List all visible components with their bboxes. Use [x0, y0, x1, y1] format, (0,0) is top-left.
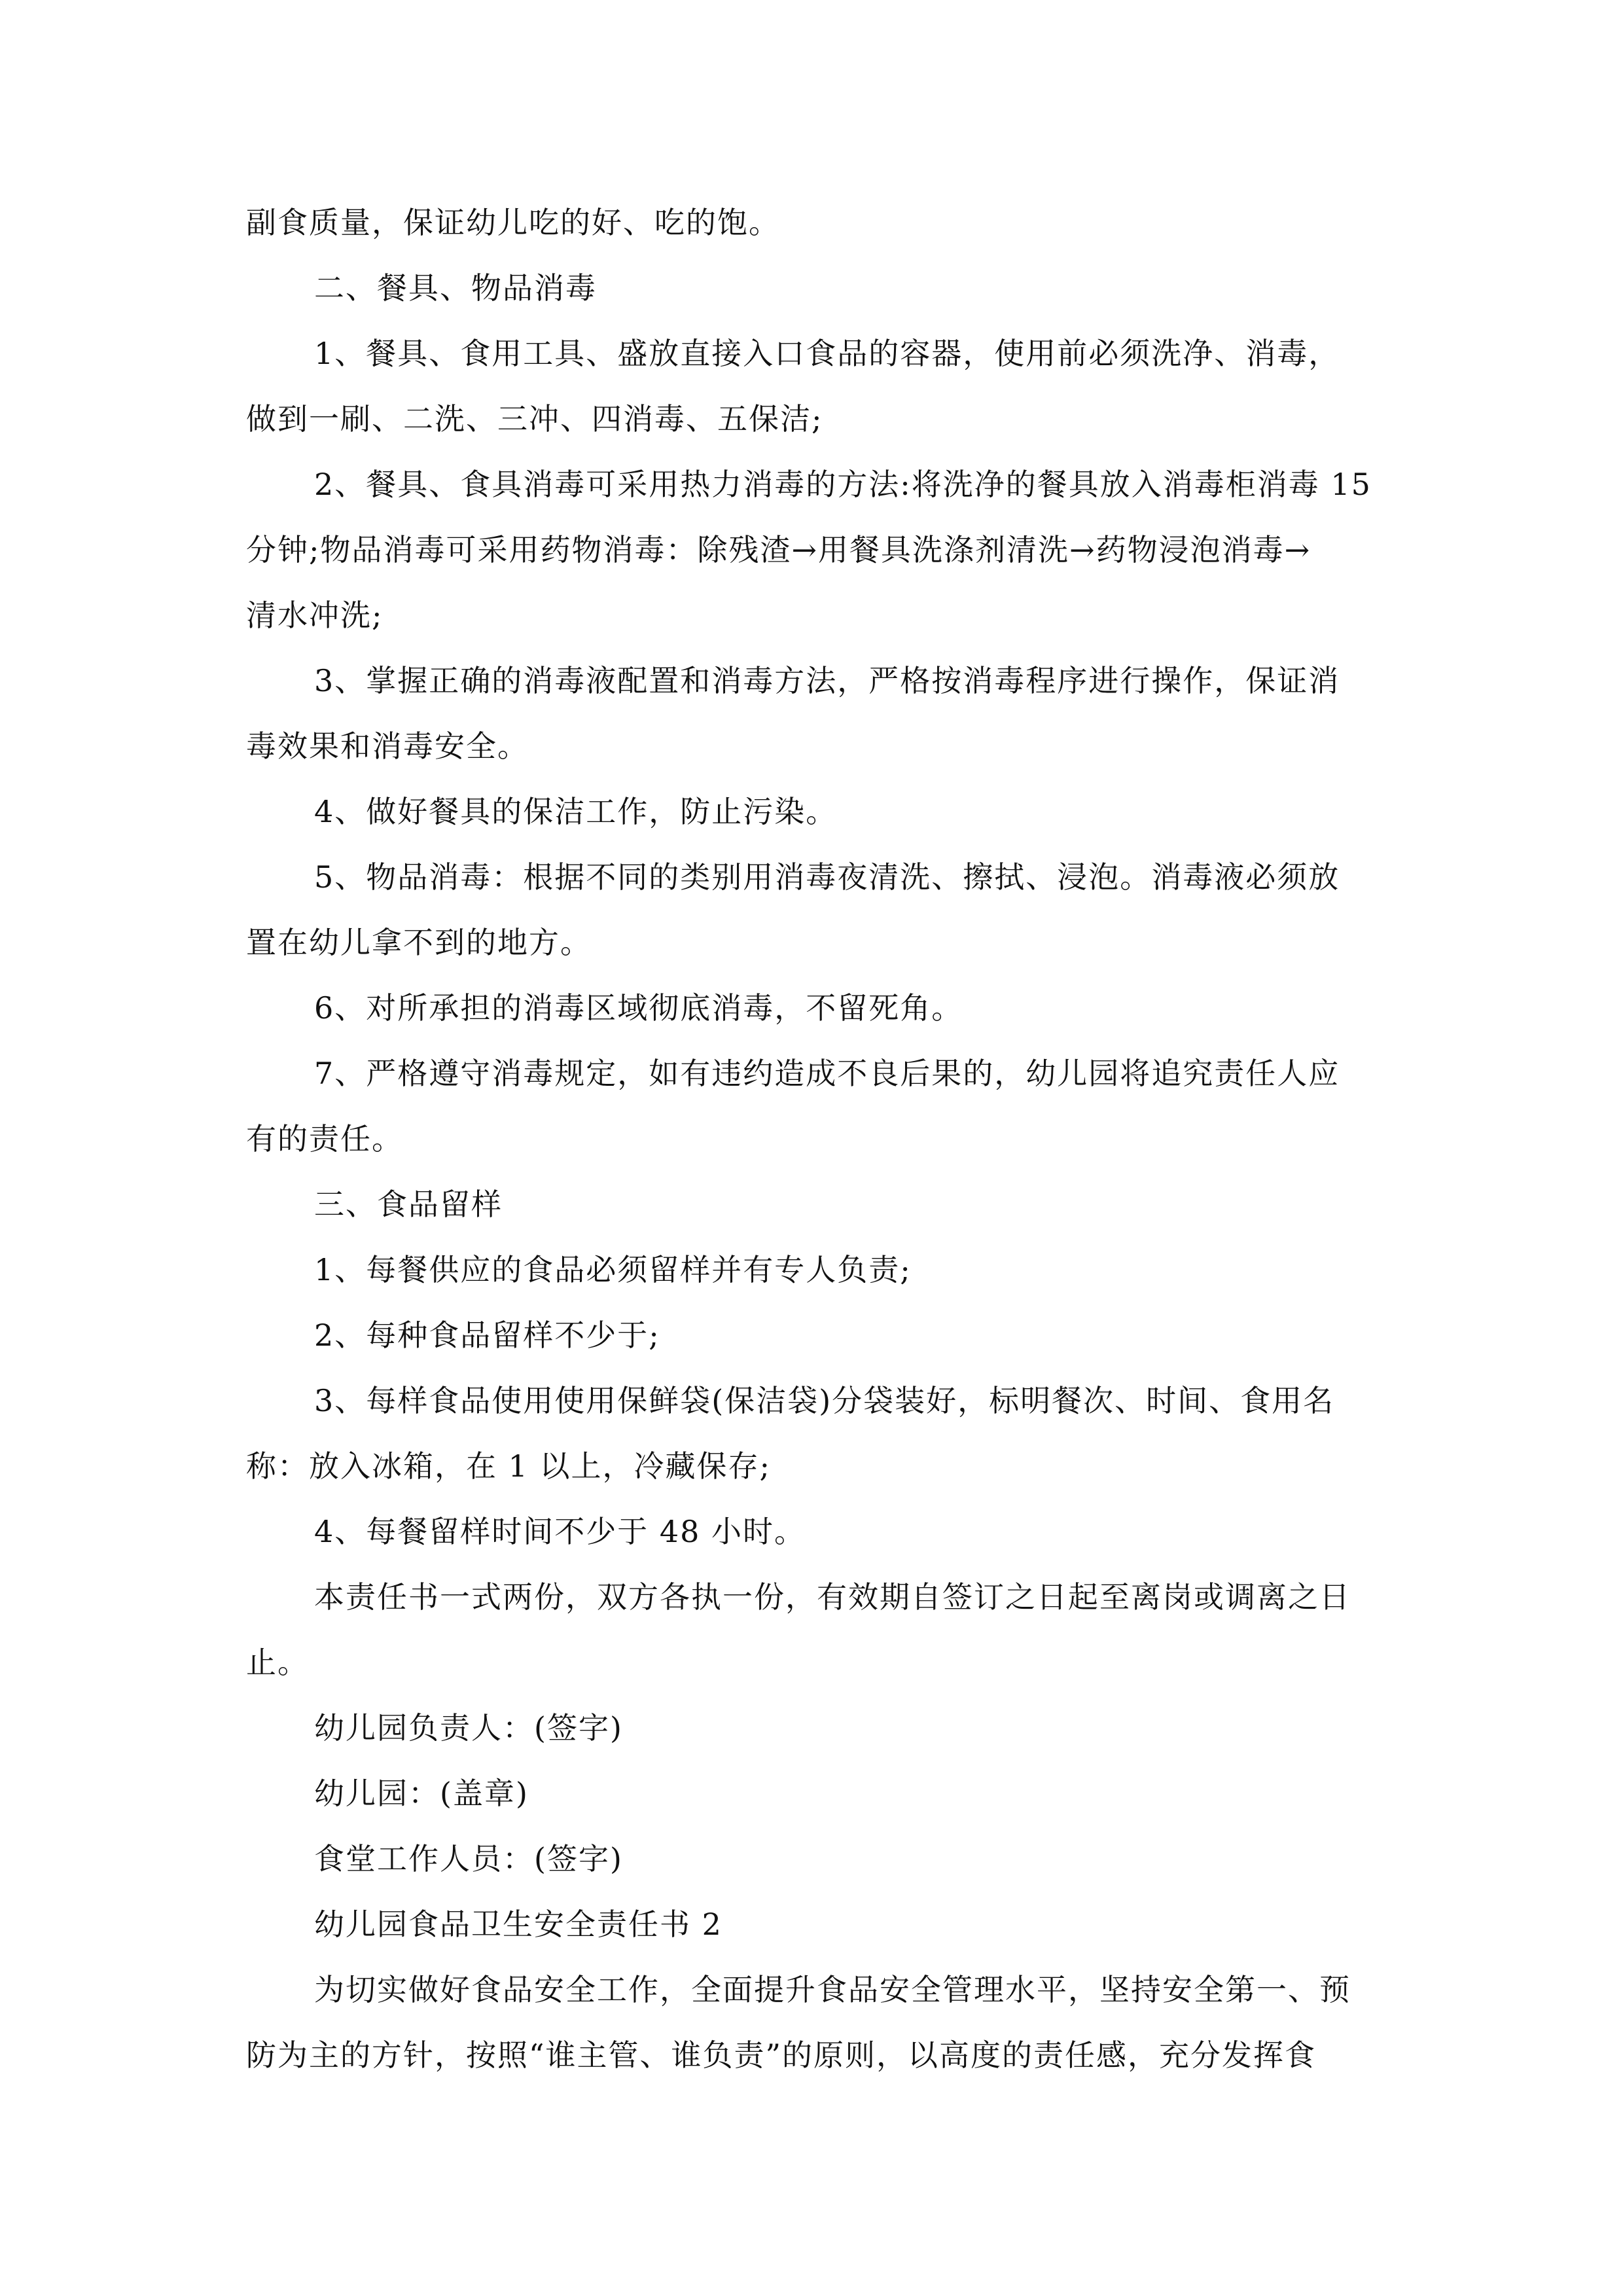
paragraph-line: 防为主的方针，按照“谁主管、谁负责”的原则，以高度的责任感，充分发挥食 — [246, 2037, 1317, 2073]
paragraph-line: 置在幼儿拿不到的地方。 — [246, 925, 592, 960]
document-page — [246, 190, 1385, 2088]
signature-line: 幼儿园负责人：(签字) — [314, 1710, 623, 1746]
paragraph-line: 1、餐具、食用工具、盛放直接入口食品的容器，使用前必须洗净、消毒， — [314, 336, 1340, 371]
paragraph-line: 2、每种食品留样不少于; — [314, 1318, 660, 1353]
paragraph-line: 2、餐具、食具消毒可采用热力消毒的方法:将洗净的餐具放入消毒柜消毒 15 — [314, 467, 1372, 502]
document-title: 幼儿园食品卫生安全责任书 2 — [314, 1907, 722, 1942]
paragraph-line: 4、做好餐具的保洁工作，防止污染。 — [314, 794, 838, 829]
section-heading: 二、餐具、物品消毒 — [314, 270, 597, 306]
paragraph-line: 毒效果和消毒安全。 — [246, 728, 529, 764]
paragraph-line: 为切实做好食品安全工作，全面提升食品安全管理水平，坚持安全第一、预 — [314, 1972, 1351, 2007]
paragraph-line: 有的责任。 — [246, 1121, 403, 1157]
paragraph-line: 清水冲洗; — [246, 598, 383, 633]
paragraph-line: 6、对所承担的消毒区域彻底消毒，不留死角。 — [314, 990, 963, 1026]
seal-line: 幼儿园：(盖章) — [314, 1776, 529, 1811]
paragraph-line: 分钟;物品消毒可采用药物消毒：除残渣→用餐具洗涤剂清洗→药物浸泡消毒→ — [246, 532, 1311, 567]
paragraph-line: 止。 — [246, 1645, 309, 1680]
paragraph-line: 本责任书一式两份，双方各执一份，有效期自签订之日起至离岗或调离之日 — [314, 1579, 1351, 1615]
paragraph-line: 副食质量，保证幼儿吃的好、吃的饱。 — [246, 205, 780, 240]
paragraph-line: 7、严格遵守消毒规定，如有违约造成不良后果的，幼儿园将追究责任人应 — [314, 1056, 1340, 1091]
paragraph-line: 3、掌握正确的消毒液配置和消毒方法，严格按消毒程序进行操作，保证消 — [314, 663, 1340, 698]
paragraph-line: 3、每样食品使用使用保鲜袋(保洁袋)分袋装好，标明餐次、时间、食用名 — [314, 1383, 1335, 1418]
section-heading: 三、食品留样 — [314, 1187, 503, 1222]
paragraph-line: 4、每餐留样时间不少于 48 小时。 — [314, 1514, 806, 1549]
paragraph-line: 做到一刷、二洗、三冲、四消毒、五保洁; — [246, 401, 823, 437]
paragraph-line: 5、物品消毒：根据不同的类别用消毒夜清洗、擦拭、浸泡。消毒液必须放 — [314, 859, 1340, 895]
paragraph-line: 称：放入冰箱，在 1 以上，冷藏保存; — [246, 1448, 772, 1484]
paragraph-line: 1、每餐供应的食品必须留样并有专人负责; — [314, 1252, 912, 1287]
signature-line: 食堂工作人员：(签字) — [314, 1841, 623, 1876]
